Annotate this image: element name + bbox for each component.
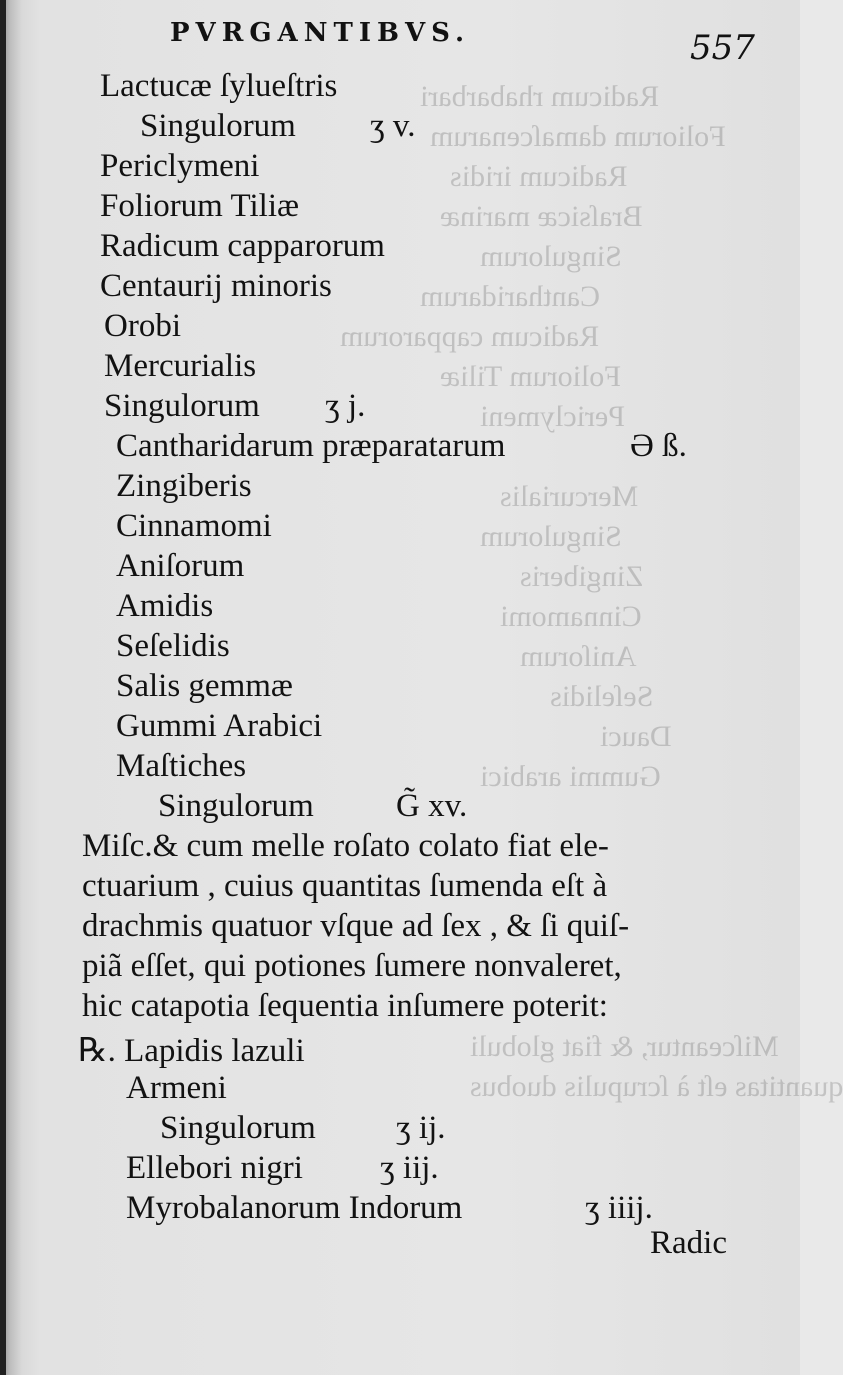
ingredient-line: Centaurij minoris: [100, 268, 332, 304]
dose-quantity: ʒ iiij.: [585, 1190, 653, 1226]
ingredient-line: Amidis: [116, 588, 214, 624]
bleed-through: Singulorum: [480, 240, 622, 273]
recipe-line: ℞. Lapidis lazuli: [78, 1033, 305, 1069]
prose-line: ctuarium , cuius quantitas ſumenda eſt à: [82, 868, 608, 904]
ingredient-line: Singulorum: [140, 108, 296, 144]
bleed-through: Radicum iridis: [450, 160, 628, 193]
bleed-through: Periclymeni: [480, 400, 625, 433]
ingredient-line: Cantharidarum præparatarum: [116, 428, 506, 464]
bleed-through: Foliorum Tiliæ: [440, 360, 621, 393]
ingredient-line: Zingiberis: [116, 468, 252, 504]
recipe-line: Ellebori nigri: [126, 1150, 303, 1186]
prose-line: Miſc.& cum melle roſato colato fiat ele-: [82, 828, 609, 864]
ingredient-line: Orobi: [104, 308, 181, 344]
recipe-line: Armeni: [126, 1070, 227, 1106]
prose-line: hic catapotia ſequentia inſumere poterit:: [82, 988, 608, 1024]
ingredient-line: Periclymeni: [100, 148, 260, 184]
bleed-through: Mercurialis: [500, 480, 639, 513]
dose-quantity: ʒ v.: [370, 108, 416, 144]
dose-quantity: Ə ß.: [630, 428, 687, 464]
bleed-through: Singulorum: [480, 520, 622, 553]
ingredient-line: Maſtiches: [116, 748, 247, 784]
page-gutter: [0, 0, 6, 1375]
bleed-through: Aniſorum: [520, 640, 637, 673]
bleed-through: Radicum capparorum: [340, 320, 600, 353]
bleed-through: Miſceantur, & fiat globuli: [470, 1030, 779, 1063]
recipe-line: Myrobalanorum Indorum: [126, 1190, 463, 1226]
ingredient-line: Seſelidis: [116, 628, 230, 664]
ingredient-line: Lactucæ ſylueſtris: [100, 68, 338, 104]
bleed-through: Braſsicæ marinæ: [440, 200, 643, 233]
running-head: PVRGANTIBVS.: [170, 18, 471, 48]
bleed-through: Zingiberis: [520, 560, 644, 593]
bleed-through: Dauci: [600, 720, 672, 753]
bleed-through: Gummi arabici: [480, 760, 661, 793]
ingredient-line: Gummi Arabici: [116, 708, 323, 744]
bleed-through: Radicum rhabarbari: [420, 80, 660, 113]
dose-quantity: ʒ ij.: [396, 1110, 446, 1146]
dose-quantity: ʒ iij.: [380, 1150, 439, 1186]
prose-line: drachmis quatuor vſque ad ſex , & ſi quiſ-: [82, 908, 630, 944]
bleed-through: Foliorum damaſcenarum: [430, 120, 726, 153]
ingredient-line: Singulorum: [104, 388, 260, 424]
ingredient-line: Radicum capparorum: [100, 228, 385, 264]
ingredient-line: Singulorum: [158, 788, 314, 824]
prose-line: piã eſſet, qui potiones ſumere nonvaleret,: [82, 948, 622, 984]
dose-quantity: ʒ j.: [325, 388, 366, 424]
ingredient-line: Aniſorum: [116, 548, 245, 584]
ingredient-line: Salis gemmæ: [116, 668, 293, 704]
bleed-through: Seſelidis: [550, 680, 654, 713]
dose-quantity: G̃ xv.: [396, 788, 468, 824]
bleed-through: Cinnamomi: [500, 600, 642, 633]
bleed-through: quantitas eſt à ſcrupulis duobus: [470, 1070, 843, 1103]
bleed-through: Cantharidarum: [420, 280, 600, 313]
page-number: 557: [690, 28, 755, 68]
ingredient-line: Foliorum Tiliæ: [100, 188, 300, 224]
catchword: Radic: [650, 1225, 727, 1261]
ingredient-line: Mercurialis: [104, 348, 257, 384]
ingredient-line: Cinnamomi: [116, 508, 272, 544]
recipe-line: Singulorum: [160, 1110, 316, 1146]
